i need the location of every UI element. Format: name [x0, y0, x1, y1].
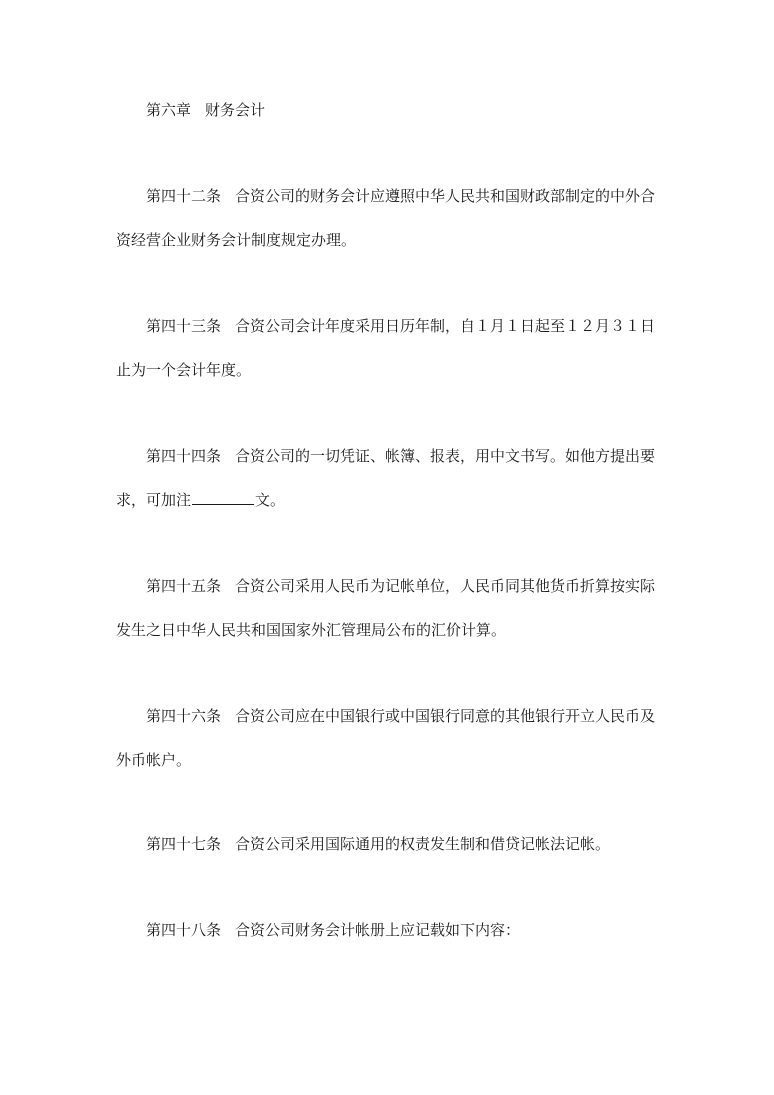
article-text-suffix: 文。	[255, 491, 286, 509]
article-43-line-1	[146, 316, 655, 336]
article-46-line-2: 外币帐户。	[116, 751, 192, 769]
article-text: 合资公司采用人民币为记帐单位，人民币同其他货币折算按实际	[235, 577, 656, 595]
article-number: 第四十六条	[146, 707, 222, 725]
article-number: 第四十四条	[146, 447, 222, 465]
article-number: 第四十八条	[146, 921, 222, 939]
fill-in-blank[interactable]	[192, 490, 254, 505]
article-46-line-1	[146, 706, 655, 726]
article-number: 第四十五条	[146, 577, 222, 595]
article-number: 第四十二条	[146, 187, 222, 205]
article-number: 第四十七条	[146, 835, 222, 853]
chapter-heading	[146, 100, 265, 120]
article-text: 合资公司会计年度采用日历年制，自１月１日起至１２月３１日	[235, 317, 656, 335]
article-48-line-1	[146, 920, 520, 940]
article-number: 第四十三条	[146, 317, 222, 335]
article-47-line-1	[146, 834, 610, 854]
article-43-line-2: 止为一个会计年度。	[116, 361, 252, 379]
article-45-line-1	[146, 576, 655, 596]
article-text: 合资公司应在中国银行或中国银行同意的其他银行开立人民币及	[235, 707, 656, 725]
article-42-line-1	[146, 186, 655, 206]
article-44-line-2	[116, 490, 285, 510]
article-text-prefix: 求，可加注	[116, 491, 192, 509]
article-text: 合资公司采用国际通用的权责发生制和借贷记帐法记帐。	[235, 835, 611, 853]
article-text: 合资公司财务会计帐册上应记载如下内容：	[235, 921, 521, 939]
article-44-line-1	[146, 446, 655, 466]
chapter-number: 第六章	[146, 101, 192, 119]
chapter-title: 财务会计	[205, 101, 266, 119]
article-text: 合资公司的一切凭证、帐簿、报表，用中文书写。如他方提出要	[235, 447, 656, 465]
article-text: 合资公司的财务会计应遵照中华人民共和国财政部制定的中外合	[235, 187, 656, 205]
article-42-line-2: 资经营企业财务会计制度规定办理。	[116, 231, 357, 249]
article-45-line-2: 发生之日中华人民共和国国家外汇管理局公布的汇价计算。	[116, 621, 507, 639]
